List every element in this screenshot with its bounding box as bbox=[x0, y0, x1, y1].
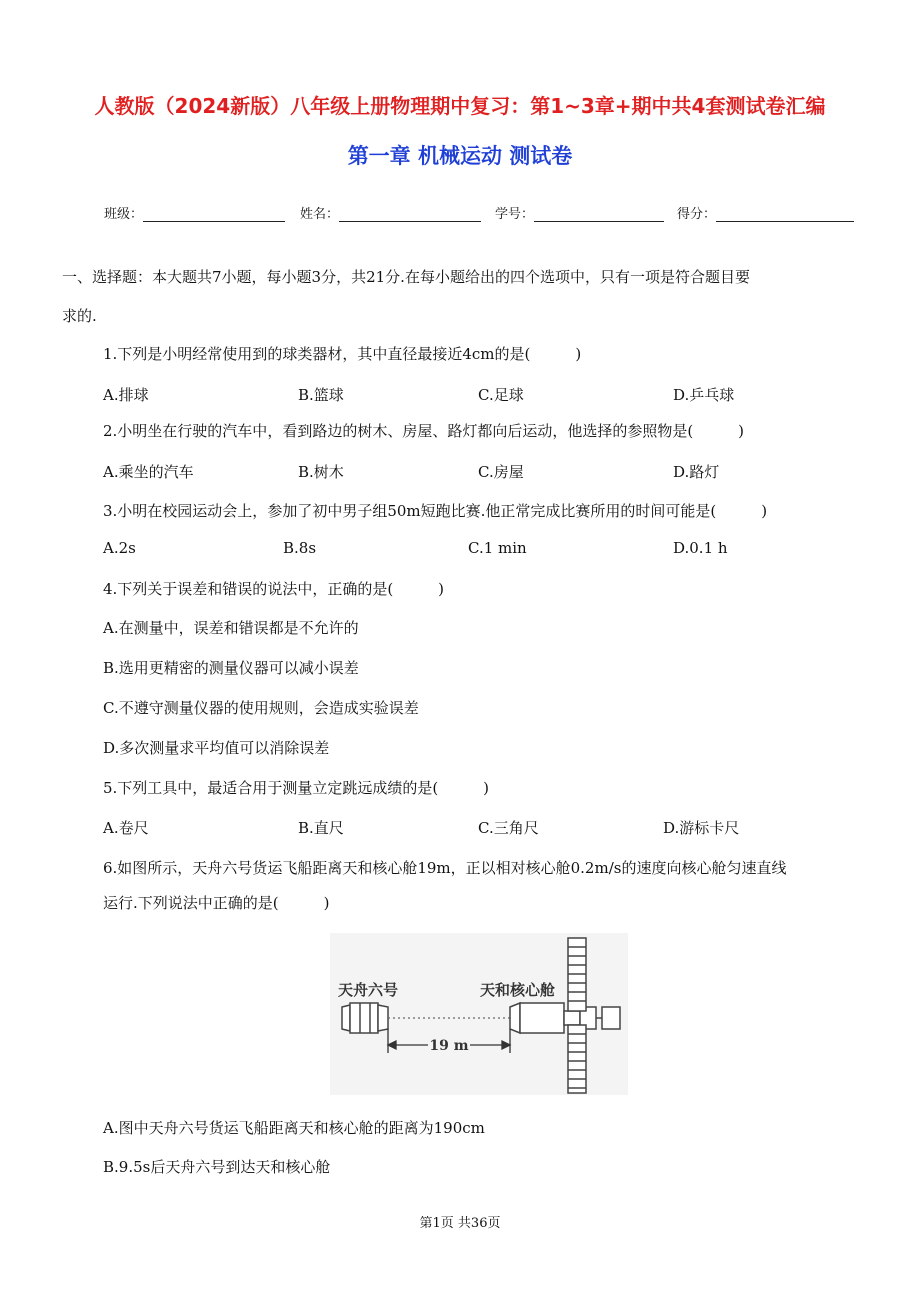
question-3-stem: 3.小明在校园运动会上，参加了初中男子组50m短跑比赛.他正常完成比赛所用的时间可能是( ) bbox=[103, 502, 768, 520]
question-5-stem: 5.下列工具中，最适合用于测量立定跳远成绩的是( ) bbox=[103, 779, 490, 797]
distance-label: 19 m bbox=[429, 1038, 469, 1054]
q5-option-b: B.直尺 bbox=[298, 819, 344, 837]
student-id-label: 学号： bbox=[495, 207, 535, 222]
q2-option-c: C.房屋 bbox=[478, 463, 524, 481]
name-label: 姓名： bbox=[300, 207, 340, 222]
score-label: 得分： bbox=[677, 207, 717, 222]
question-2-stem: 2.小明坐在行驶的汽车中，看到路边的树木、房屋、路灯都向后运动，他选择的参照物是( ) bbox=[103, 422, 745, 440]
score-blank bbox=[716, 207, 854, 222]
q3-option-a: A.2s bbox=[103, 539, 136, 557]
q6-option-a: A.图中天舟六号货运飞船距离天和核心舱的距离为190cm bbox=[103, 1119, 485, 1137]
q4-option-b: B.选用更精密的测量仪器可以减小误差 bbox=[103, 659, 359, 677]
chapter-title: 第一章 机械运动 测试卷 bbox=[347, 144, 573, 168]
docking-diagram-svg bbox=[330, 933, 628, 1095]
student-id-blank bbox=[534, 207, 664, 222]
q5-option-c: C.三角尺 bbox=[478, 819, 539, 837]
q4-option-a: A.在测量中，误差和错误都是不允许的 bbox=[103, 619, 359, 637]
tianhe-label: 天和核心舱 bbox=[480, 981, 556, 999]
tianhe-core-module bbox=[510, 938, 620, 1093]
score-field bbox=[677, 203, 854, 222]
q3-option-b: B.8s bbox=[283, 539, 317, 557]
name-blank bbox=[339, 207, 481, 222]
section-heading: 一、选择题：本大题共7小题，每小题3分，共21分.在每小题给出的四个选项中，只有一项是符合题目要 bbox=[62, 268, 750, 286]
q1-option-a: A.排球 bbox=[103, 386, 149, 404]
class-field bbox=[104, 203, 285, 222]
tianzhou-spacecraft bbox=[342, 1003, 388, 1033]
class-label: 班级： bbox=[104, 207, 144, 222]
question-1-stem: 1.下列是小明经常使用到的球类器材，其中直径最接近4cm的是( ) bbox=[103, 345, 582, 363]
q3-option-c: C.1 min bbox=[468, 539, 527, 557]
q1-option-b: B.篮球 bbox=[298, 386, 344, 404]
q2-option-d: D.路灯 bbox=[673, 463, 720, 481]
docking-diagram bbox=[330, 933, 628, 1095]
tianzhou-label: 天舟六号 bbox=[338, 981, 399, 999]
q5-option-d: D.游标卡尺 bbox=[663, 819, 740, 837]
q2-option-a: A.乘坐的汽车 bbox=[103, 463, 194, 481]
question-6-stem: 6.如图所示，天舟六号货运飞船距离天和核心舱19m，正以相对核心舱0.2m/s的速度向核心舱匀速直线 bbox=[103, 859, 787, 877]
section-heading-cont: 求的. bbox=[62, 307, 97, 325]
q1-option-c: C.足球 bbox=[478, 386, 524, 404]
document-title: 人教版（2024新版）八年级上册物理期中复习：第1~3章+期中共4套测试卷汇编 bbox=[94, 94, 826, 118]
question-6-stem-cont: 运行.下列说法中正确的是( ) bbox=[103, 894, 330, 912]
page-number: 第1页 共36页 bbox=[419, 1216, 501, 1231]
q5-option-a: A.卷尺 bbox=[103, 819, 149, 837]
q3-option-d: D.0.1 h bbox=[673, 539, 728, 557]
student-id-field bbox=[495, 203, 664, 222]
name-field bbox=[300, 203, 481, 222]
q2-option-b: B.树木 bbox=[298, 463, 344, 481]
q4-option-d: D.多次测量求平均值可以消除误差 bbox=[103, 739, 330, 757]
question-4-stem: 4.下列关于误差和错误的说法中，正确的是( ) bbox=[103, 580, 445, 598]
q1-option-d: D.乒乓球 bbox=[673, 386, 735, 404]
class-blank bbox=[143, 207, 285, 222]
q6-option-b: B.9.5s后天舟六号到达天和核心舱 bbox=[103, 1158, 331, 1176]
q4-option-c: C.不遵守测量仪器的使用规则，会造成实验误差 bbox=[103, 699, 419, 717]
